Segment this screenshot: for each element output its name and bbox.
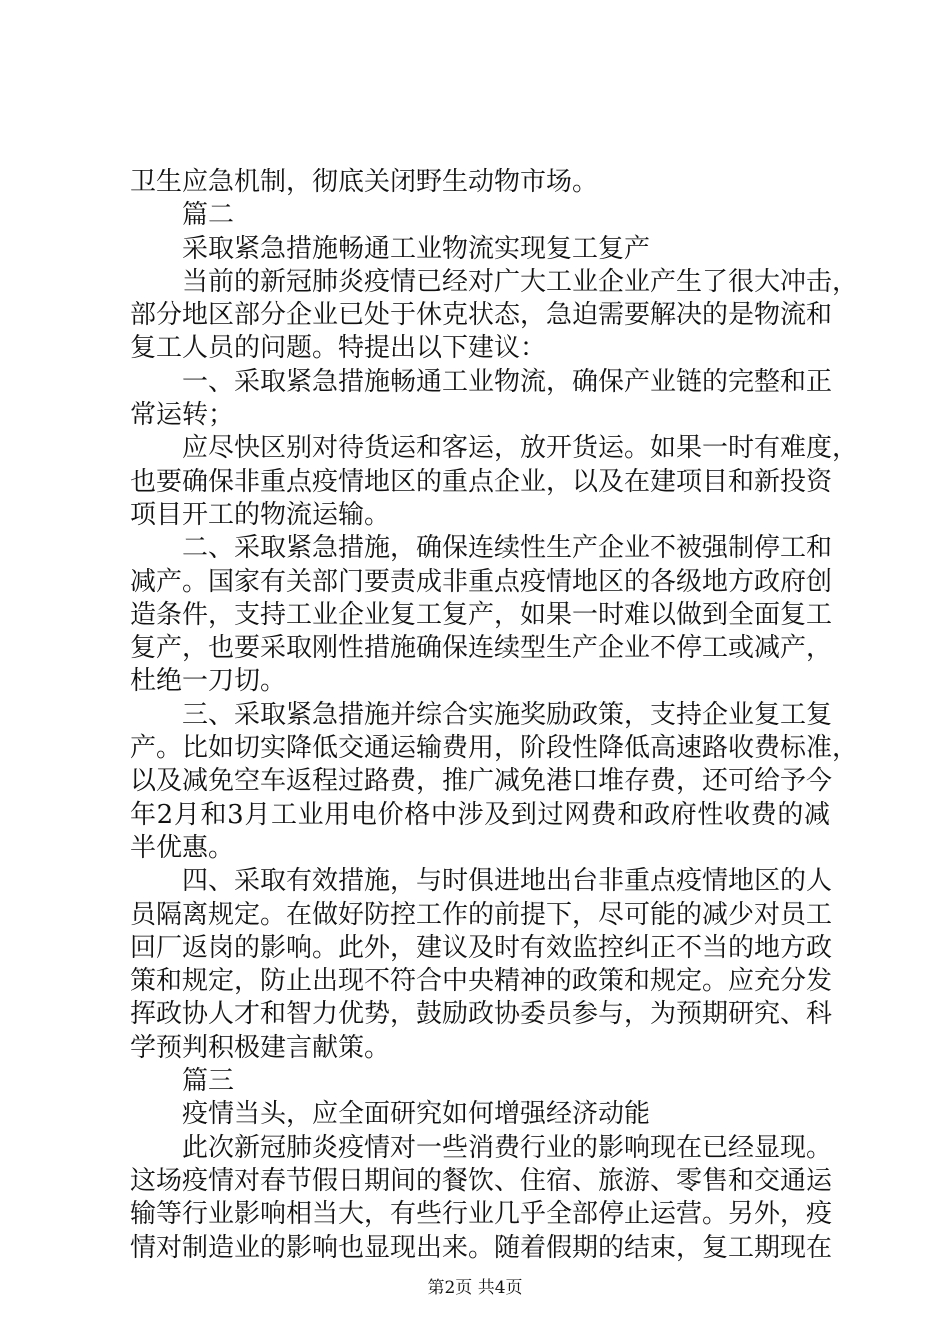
text-line: 部分地区部分企业已处于休克状态，急迫需要解决的是物流和 [130, 300, 833, 331]
text-line: 以及减免空车返程过路费，推广减免港口堆存费，还可给予今 [130, 766, 833, 797]
text-line: 项目开工的物流运输。 [130, 499, 391, 530]
text-line: 复产，也要采取刚性措施确保连续型生产企业不停工或减产， [130, 633, 833, 664]
text-line: 策和规定，防止出现不符合中央精神的政策和规定。应充分发 [130, 966, 833, 997]
text-line: 卫生应急机制，彻底关闭野生动物市场。 [130, 167, 599, 197]
document-body [130, 166, 859, 1265]
text-line: 半优惠。 [130, 832, 235, 863]
text-line: 复工人员的问题。特提出以下建议： [130, 333, 547, 364]
text-line: 采取紧急措施畅通工业物流实现复工复产 [182, 233, 651, 264]
text-line: 三、采取紧急措施并综合实施奖励政策，支持企业复工复 [182, 699, 833, 730]
text-line: 一、采取紧急措施畅通工业物流，确保产业链的完整和正 [182, 366, 833, 397]
text-line: 篇三 [182, 1066, 235, 1097]
text-line: 员隔离规定。在做好防控工作的前提下，尽可能的减少对员工 [130, 899, 833, 930]
text-line: 疫情当头，应全面研究如何增强经济动能 [182, 1099, 651, 1130]
text-line: 减产。国家有关部门要责成非重点疫情地区的各级地方政府创 [130, 566, 833, 597]
text-line: 篇二 [182, 200, 235, 231]
text-line: 输等行业影响相当大，有些行业几乎全部停止运营。另外，疫 [130, 1199, 833, 1230]
text-line: 情对制造业的影响也显现出来。随着假期的结束，复工期现在 [130, 1232, 833, 1263]
page-footer: 第2页 共4页 [427, 1278, 523, 1298]
text-line: 回厂返岗的影响。此外，建议及时有效监控纠正不当的地方政 [130, 932, 833, 963]
text-line: 造条件，支持工业企业复工复产，如果一时难以做到全面复工 [130, 599, 833, 630]
text-line: 此次新冠肺炎疫情对一些消费行业的影响现在已经显现。 [182, 1132, 833, 1163]
text-line: 四、采取有效措施，与时俱进地出台非重点疫情地区的人 [182, 866, 833, 897]
text-line: 当前的新冠肺炎疫情已经对广大工业企业产生了很大冲击， [182, 266, 859, 297]
text-line: 常运转； [130, 400, 235, 431]
text-line: 应尽快区别对待货运和客运，放开货运。如果一时有难度， [182, 433, 859, 464]
text-line: 产。比如切实降低交通运输费用，阶段性降低高速路收费标准， [130, 733, 859, 764]
text-line: 年2月和3月工业用电价格中涉及到过网费和政府性收费的减 [130, 799, 830, 830]
text-line: 也要确保非重点疫情地区的重点企业，以及在建项目和新投资 [130, 466, 833, 497]
text-line: 学预判积极建言献策。 [130, 1032, 391, 1063]
text-line: 杜绝一刀切。 [130, 666, 287, 697]
text-line: 挥政协人才和智力优势，鼓励政协委员参与，为预期研究、科 [130, 999, 833, 1030]
text-line: 二、采取紧急措施，确保连续性生产企业不被强制停工和 [182, 533, 833, 564]
text-line: 这场疫情对春节假日期间的餐饮、住宿、旅游、零售和交通运 [130, 1165, 833, 1196]
